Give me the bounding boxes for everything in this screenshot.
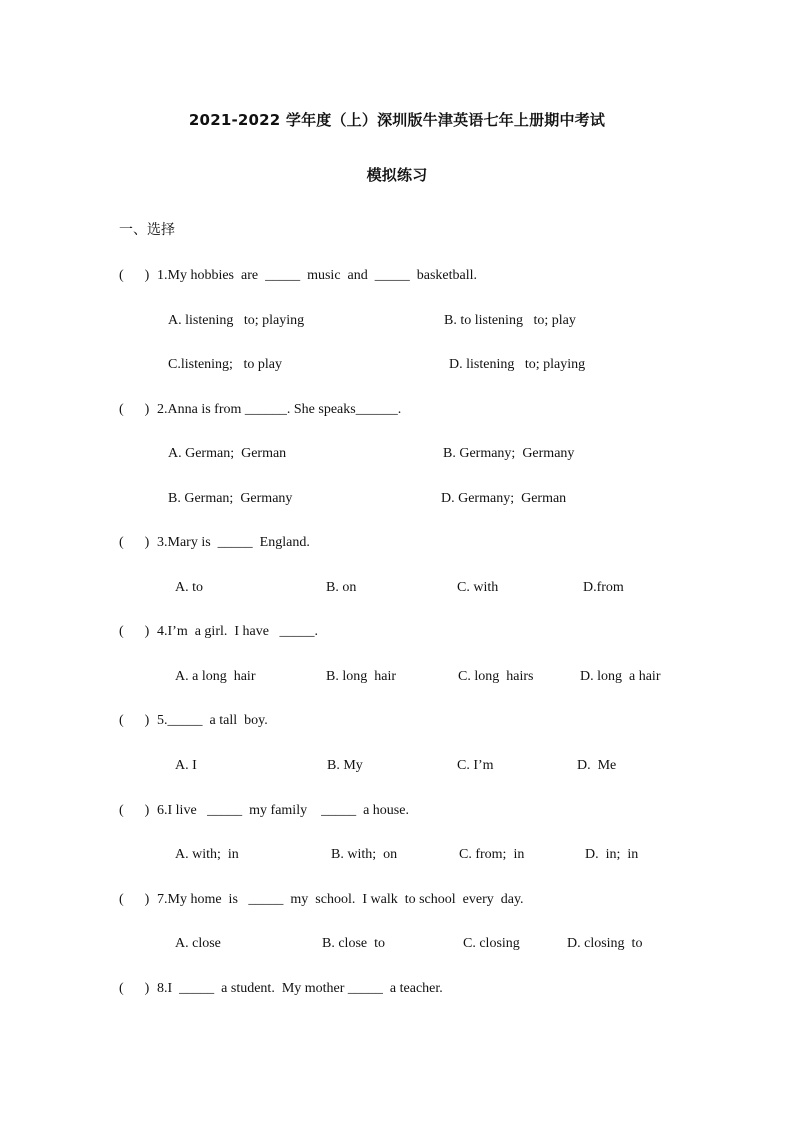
answer-blank[interactable]: ( )	[119, 713, 150, 728]
option-b: B. Germany; Germany	[443, 446, 575, 461]
question-7	[119, 892, 524, 908]
question-1	[119, 268, 477, 284]
question-text: 1.My hobbies are _____ music and _____ basketball.	[157, 268, 478, 283]
question-text: 4.I’m a girl. I have _____.	[157, 624, 318, 639]
question-text: 7.My home is _____ my school. I walk to school every day.	[157, 892, 524, 907]
question-8	[119, 981, 443, 997]
option-d: D. closing to	[567, 936, 643, 951]
option-b: B. to listening to; play	[444, 313, 576, 328]
option-d: D. listening to; playing	[449, 357, 586, 372]
option-d: D. long a hair	[580, 669, 661, 684]
answer-blank[interactable]: ( )	[119, 624, 150, 639]
option-c: C.listening; to play	[168, 357, 282, 372]
option-c: C. closing	[463, 936, 520, 951]
answer-blank[interactable]: ( )	[119, 803, 150, 818]
question-text: 3.Mary is _____ England.	[157, 535, 310, 550]
option-b: B. long hair	[326, 669, 396, 684]
option-b: B. My	[327, 758, 363, 773]
question-2	[119, 402, 401, 418]
option-c: C. from; in	[459, 847, 525, 862]
question-text: 2.Anna is from ______. She speaks______.	[157, 402, 402, 417]
option-a: A. to	[175, 580, 203, 595]
option-c: C. long hairs	[458, 669, 534, 684]
option-a: A. close	[175, 936, 221, 951]
option-b: B. with; on	[331, 847, 398, 862]
question-text: 8.I _____ a student. My mother _____ a teacher.	[157, 981, 443, 996]
question-4	[119, 624, 318, 640]
answer-blank[interactable]: ( )	[119, 402, 150, 417]
option-a: A. I	[175, 758, 197, 773]
answer-blank[interactable]: ( )	[119, 268, 150, 283]
question-5	[119, 713, 268, 729]
option-b: B. close to	[322, 936, 385, 951]
option-c: C. with	[457, 580, 499, 595]
question-text: 6.I live _____ my family _____ a house.	[157, 803, 409, 818]
option-d: D. Germany; German	[441, 491, 567, 506]
section-heading: 一、选择	[119, 222, 175, 238]
answer-blank[interactable]: ( )	[119, 892, 150, 907]
option-d: D. Me	[577, 758, 617, 773]
option-a: A. listening to; playing	[168, 313, 305, 328]
option-c: B. German; Germany	[168, 491, 293, 506]
option-a: A. with; in	[175, 847, 239, 862]
answer-blank[interactable]: ( )	[119, 535, 150, 550]
option-a: A. a long hair	[175, 669, 256, 684]
question-3	[119, 535, 310, 551]
option-d: D.from	[583, 580, 624, 595]
exam-subtitle: 模拟练习	[366, 166, 428, 184]
question-6	[119, 803, 409, 819]
question-text: 5._____ a tall boy.	[157, 713, 268, 728]
exam-title: 2021-2022 学年度（上）深圳版牛津英语七年上册期中考试	[188, 111, 606, 129]
option-c: C. I’m	[457, 758, 494, 773]
option-b: B. on	[326, 580, 357, 595]
option-a: A. German; German	[168, 446, 287, 461]
answer-blank[interactable]: ( )	[119, 981, 150, 996]
option-d: D. in; in	[585, 847, 639, 862]
